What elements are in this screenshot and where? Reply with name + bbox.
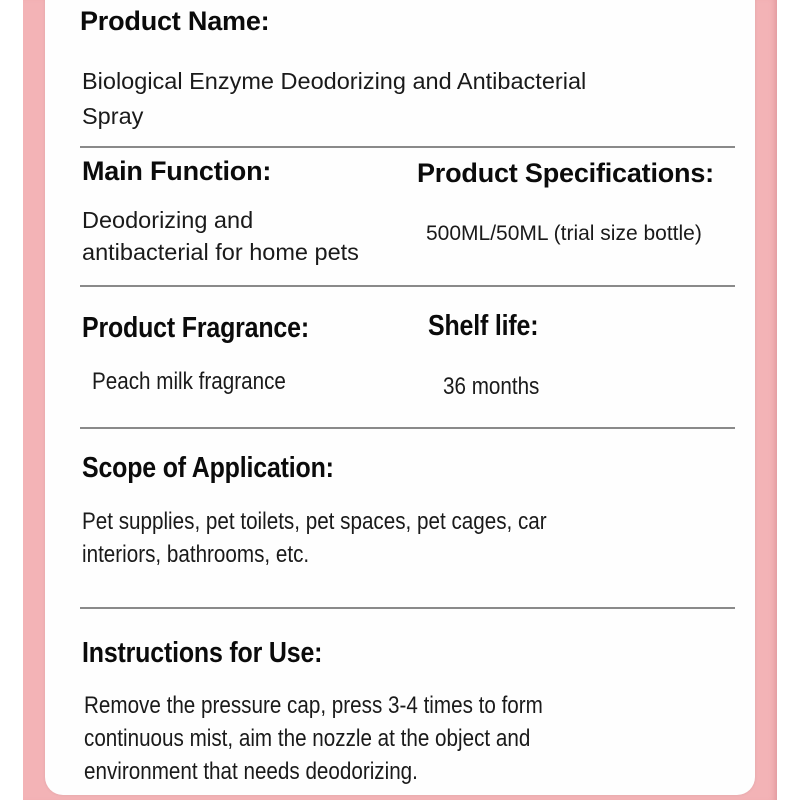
product-specifications-value: 500ML/50ML (trial size bottle) <box>426 222 702 245</box>
main-function-heading: Main Function: <box>82 156 272 186</box>
scope-of-application-line1: Pet supplies, pet toilets, pet spaces, pet cages, car <box>82 508 547 535</box>
instructions-line1: Remove the pressure cap, press 3-4 times to form <box>84 692 543 719</box>
product-name-heading: Product Name: <box>80 6 270 36</box>
scope-of-application-line2: interiors, bathrooms, etc. <box>82 541 310 568</box>
product-fragrance-value: Peach milk fragrance <box>92 368 286 395</box>
shelf-life-heading: Shelf life: <box>428 310 539 342</box>
product-specifications-heading: Product Specifications: <box>417 158 714 188</box>
scope-of-application-heading: Scope of Application: <box>82 452 334 484</box>
instructions-for-use-heading: Instructions for Use: <box>82 637 323 669</box>
divider <box>80 427 735 429</box>
product-name-line1: Biological Enzyme Deodorizing and Antibacterial <box>82 68 587 94</box>
divider <box>80 146 735 148</box>
instructions-line2: continuous mist, aim the nozzle at the object and <box>84 725 531 752</box>
instructions-line3: environment that needs deodorizing. <box>84 758 418 785</box>
product-name-line2: Spray <box>82 103 144 129</box>
product-fragrance-heading: Product Fragrance: <box>82 312 309 344</box>
main-function-line2: antibacterial for home pets <box>82 239 359 265</box>
shelf-life-value: 36 months <box>443 373 540 400</box>
main-function-line1: Deodorizing and <box>82 207 254 233</box>
divider <box>80 607 735 609</box>
divider <box>80 285 735 287</box>
